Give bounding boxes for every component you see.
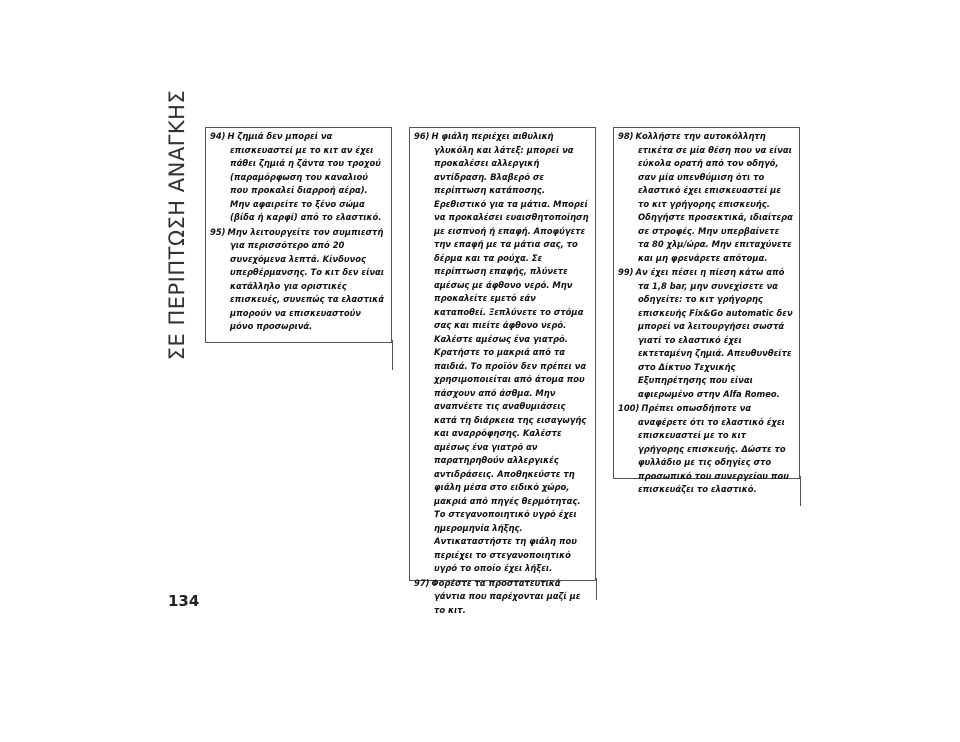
chapter-title-text: ΣΕ ΠΕΡΙΠΤΩΣΗ ΑΝΑΓΚΗΣ (165, 89, 189, 361)
note-item (618, 130, 793, 265)
note-text-first: Μην λειτουργείτε τον συμπιεστή (227, 226, 384, 237)
note-item (210, 130, 385, 225)
note-text-first: Φορέστε τα προστατευτικά (431, 577, 561, 588)
note-item (618, 266, 793, 401)
notes-column-2 (409, 127, 596, 615)
note-text: ετικέτα σε μία θέση που να είναι εύκολα ορατή από τον οδηγό, σαν μία υπενθύμιση ότι το ελαστικό έχει επισκευαστεί με το κιτ γρήγορης επισκευής. Οδηγήστε προσεκτικά, ιδιαίτερα σε στροφές. Μην υπερβαίνετε τα 80 χλμ/ώρα. Μην επιταχύνετε και μη φρενάρετε απότομα. (638, 144, 793, 263)
note-number: 95) (210, 226, 226, 237)
note-number: 99) (618, 267, 634, 277)
column-divider (800, 476, 801, 506)
note-item (210, 226, 385, 334)
page-number: 134 (168, 592, 200, 610)
notes-column-1 (205, 127, 392, 343)
column-divider (596, 578, 597, 600)
notes-column-3 (613, 127, 800, 494)
note-text-first: Η ζημιά δεν μπορεί να (227, 131, 333, 141)
note-text: επισκευαστεί με το κιτ αν έχει πάθει ζημιά η ζάντα του τροχού (παραμόρφωση του καναλιού που προκαλεί διαρροή αέρα). Μην αφαιρείτε το ξένο σώμα (βίδα ή καρφί) από το ελαστικό. (230, 144, 382, 222)
note-number: 98) (618, 131, 634, 141)
note-text: τα 1,8 bar, μην συνεχίσετε να οδηγείτε: το κιτ γρήγορης επισκευής Fix&Go automatic δεν μπορεί να λειτουργήσει σωστά γιατί το ελαστικό έχει εκτεταμένη ζημιά. Απευθυνθείτε στο Δίκτυο Τεχνικής Εξυπηρέτησης που είναι αφιερωμένο στην Alfa Romeo. (638, 280, 793, 399)
note-number: 100) (618, 403, 640, 413)
note-text-first: Αν έχει πέσει η πίεση κάτω από (635, 267, 785, 277)
note-number: 94) (210, 131, 226, 141)
note-text: αναφέρετε ότι το ελαστικό έχει επισκευαστεί με το κιτ γρήγορης επισκευής. Δώστε το φυλλάδιο με τις οδηγίες στο προσωπικό του συνεργείου που επισκευάζει το ελαστικό. (638, 416, 789, 494)
note-text-first: Κολλήστε την αυτοκόλλητη (635, 131, 766, 141)
note-item (618, 402, 793, 497)
note-number: 96) (414, 131, 430, 141)
chapter-title (160, 89, 194, 361)
note-text: για περισσότερο από 20 συνεχόμενα λεπτά. Κίνδυνος υπερθέρμανσης. Το κιτ δεν είναι κατάλληλο για οριστικές επισκευές, συνεπώς τα ελαστικά μπορούν να επισκευαστούν μόνο προσωρινά. (230, 240, 385, 331)
note-number: 97) (414, 577, 430, 588)
note-text: γάντια που παρέχονται μαζί με το κιτ. (434, 591, 581, 615)
note-text-first: Η φιάλη περιέχει αιθυλική (431, 131, 554, 141)
note-text-first: Πρέπει οπωσδήποτε να (641, 403, 752, 413)
note-item (414, 577, 589, 618)
note-item (414, 130, 589, 576)
note-text: γλυκόλη και λάτεξ: μπορεί να προκαλέσει αλλεργική αντίδραση. Βλαβερό σε περίπτωση κατάποσης. Ερεθιστικό για τα μάτια. Μπορεί να προκαλέσει ευαισθητοποίηση με εισπνοή ή επαφή. Αποφύγετε την επαφή με τα μάτια σας, το δέρμα και τα ρούχα. Σε περίπτωση επαφής, πλύνετε αμέσως με άφθονο νερό. Μην προκαλείτε εμετό εάν καταποθεί. Ξεπλύνετε το στόμα σας και πιείτε άφθονο νερό. Καλέστε αμέσως ένα γιατρό. Κρατήστε το μακριά από τα παιδιά. Το προϊόν δεν πρέπει να χρησιμοποιείται από άτομα που πάσχουν από άσθμα. Μην αναπνέετε τις αναθυμιάσεις κατά τη διάρκεια της εισαγωγής και αναρρόφησης. Καλέστε αμέσως ένα γιατρό αν παρατηρηθούν αλλεργικές αντιδράσεις. Αποθηκεύστε τη φιάλη μέσα στο ειδικό χώρο, μακριά από πηγές θερμότητας. Το στεγανοποιητικό υγρό έχει ημερομηνία λήξης. Αντικαταστήστε τη φιάλη που περιέχει το στεγανοποιητικό υγρό το οποίο έχει λήξει. (434, 144, 589, 573)
column-divider (392, 340, 393, 370)
